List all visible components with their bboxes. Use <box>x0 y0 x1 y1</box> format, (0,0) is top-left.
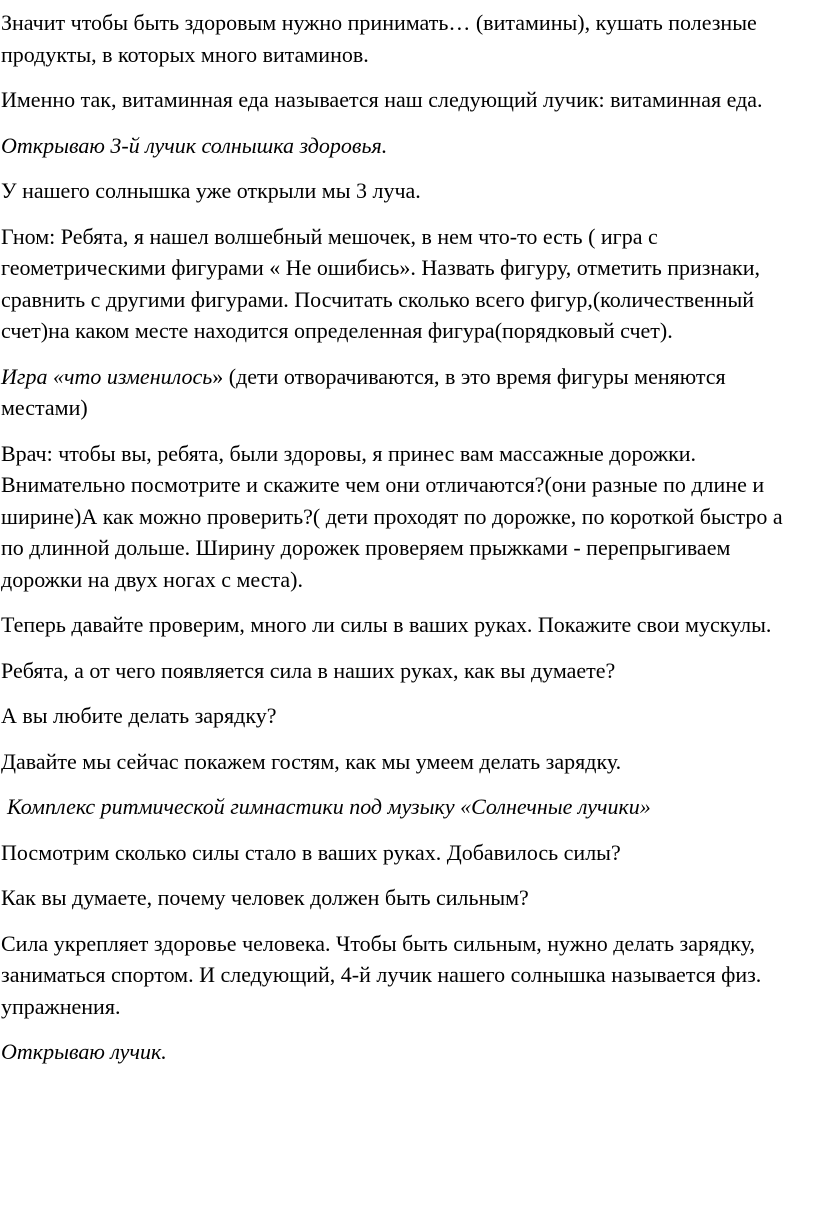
paragraph-vitamin-food <box>1 84 808 116</box>
paragraph-strength-health <box>1 928 808 1023</box>
paragraph-text: » (дети отворачиваются, в это время фигуры меняются местами) <box>1 363 726 420</box>
paragraph-text: Врач: чтобы вы, ребята, были здоровы, я принес вам массажные дорожки. Внимательно посмотрите и скажите чем они отличаются?(они разные по длине и ширине)А как можно проверить?( дети проходят по дорожке, по короткой быстро а по длинной дольше. Ширину дорожек проверяем прыжками - перепрыгиваем дорожки на двух ногах с места). <box>1 440 783 592</box>
paragraph-text: Давайте мы сейчас покажем гостям, как мы умеем делать зарядку. <box>1 748 622 774</box>
paragraph-text: Значит чтобы быть здоровым нужно принимать… (витамины), кушать полезные продукты, в которых много витаминов. <box>1 10 757 67</box>
paragraph-text: Теперь давайте проверим, много ли силы в ваших руках. Покажите свои мускулы. <box>1 612 772 637</box>
paragraph-text: Именно так, витаминная еда называется наш следующий лучик: витаминная еда. <box>1 87 763 112</box>
paragraph-text: У нашего солнышка уже открыли мы 3 луча. <box>1 178 421 203</box>
paragraph-open-third-ray <box>1 130 808 162</box>
paragraph-italic-text: Открываю лучик. <box>1 1039 167 1064</box>
paragraph-more-strength <box>1 837 808 869</box>
paragraph-text: Ребята, а от чего появляется сила в наших руках, как вы думаете? <box>1 657 616 683</box>
paragraph-check-strength <box>1 609 808 641</box>
paragraph-italic-text: Комплекс ритмической гимнастики под музыку «Солнечные лучики» <box>7 794 651 819</box>
paragraph-text: Сила укрепляет здоровье человека. Чтобы быть сильным, нужно делать зарядку, заниматься спортом. И следующий, 4-й лучик нашего солнышка называется физ. упражнения. <box>1 930 762 1019</box>
paragraph-doctor-paths <box>1 438 808 596</box>
paragraph-text: Посмотрим сколько силы стало в ваших руках. Добавилось силы? <box>1 839 621 865</box>
paragraph-text: Гном: Ребята, я нашел волшебный мешочек, в нем что-то есть ( игра с геометрическими фигурами « Не ошибись». Назвать фигуру, отметить признаки, сравнить с другими фигурами. Посчитать сколько всего фигур,(количественный счет)на каком месте находится определенная фигура(порядковый счет). <box>1 223 760 343</box>
paragraph-three-rays <box>1 175 808 207</box>
paragraph-italic-text: Игра «что изменилось <box>1 363 213 389</box>
paragraph-vitamins <box>1 7 808 70</box>
paragraph-show-guests <box>1 746 808 778</box>
paragraph-text: А вы любите делать зарядку? <box>1 703 277 728</box>
paragraph-game-what-changed <box>1 361 808 424</box>
paragraph-italic-text: Открываю 3-й лучик солнышка здоровья. <box>1 132 388 158</box>
paragraph-where-strength <box>1 655 808 687</box>
paragraph-why-strong <box>1 882 808 914</box>
paragraph-gnome-bag <box>1 221 808 347</box>
paragraph-like-exercise <box>1 700 808 732</box>
paragraph-rhythmic-gymnastics <box>1 791 808 823</box>
paragraph-text: Как вы думаете, почему человек должен быть сильным? <box>1 885 529 910</box>
paragraph-open-ray <box>1 1036 808 1068</box>
